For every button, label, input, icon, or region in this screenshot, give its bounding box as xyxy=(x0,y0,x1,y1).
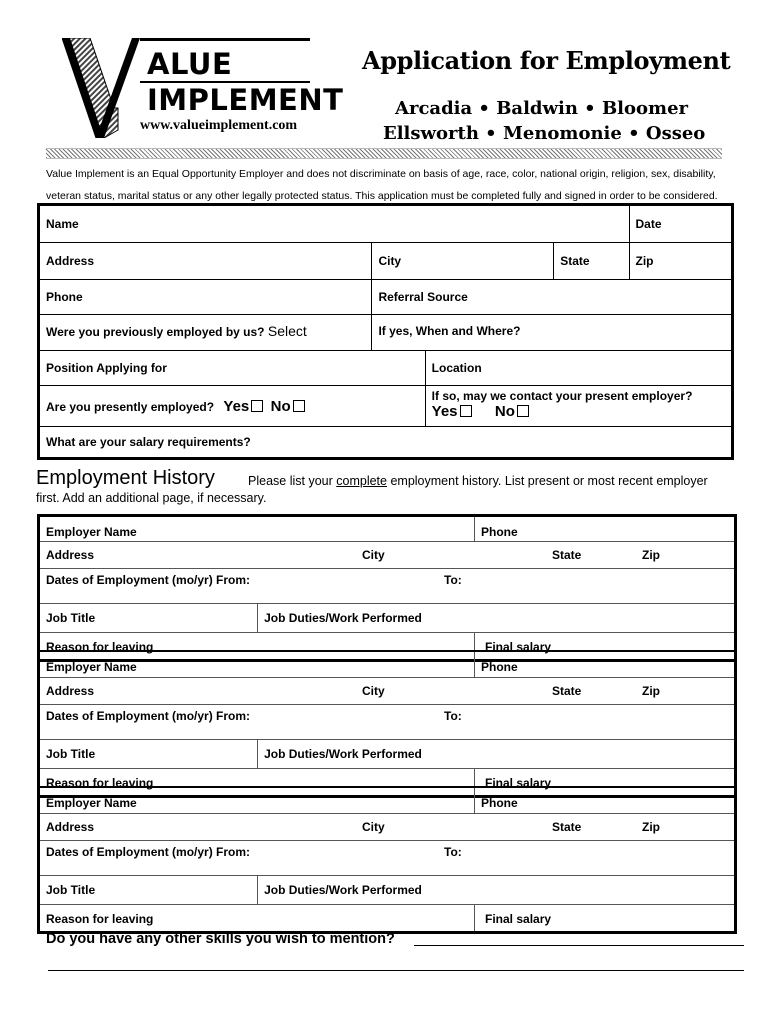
employer-phone-label: Phone xyxy=(481,525,518,539)
hatched-divider xyxy=(46,148,722,159)
job-title-label: Job Title xyxy=(46,746,96,761)
employer-block-2 xyxy=(37,650,737,798)
job-title-label: Job Title xyxy=(46,611,96,625)
presently-employed-label: Are you presently employed? xyxy=(46,400,215,414)
employment-dates-from-label: Dates of Employment (mo/yr) From: xyxy=(46,708,251,723)
reason-leaving-field[interactable] xyxy=(39,904,475,932)
city-field[interactable] xyxy=(372,243,554,280)
locations-line-1: Arcadia • Baldwin • Bloomer xyxy=(395,98,689,119)
referral-source-field[interactable] xyxy=(372,280,733,315)
job-title-field[interactable] xyxy=(39,604,258,633)
address-field[interactable] xyxy=(39,243,372,280)
salary-requirements-label: What are your salary requirements? xyxy=(46,435,251,449)
employer-name-label: Employer Name xyxy=(46,525,137,539)
logo-word-implement: IMPLEMENT xyxy=(147,83,344,117)
history-note-post: employment history. List present or most recent employer xyxy=(390,474,708,488)
employment-dates-from-label: Dates of Employment (mo/yr) From: xyxy=(46,844,251,859)
employment-dates-row[interactable] xyxy=(39,704,736,739)
employer-address-label: Address xyxy=(46,548,95,562)
employer-address-row[interactable] xyxy=(39,542,736,569)
zip-field[interactable] xyxy=(629,243,732,280)
phone-label: Phone xyxy=(46,290,83,304)
history-note-underlined: complete xyxy=(336,474,387,488)
presently-employed-yes-label: Yes xyxy=(223,398,250,415)
position-label: Position Applying for xyxy=(46,361,167,375)
locations-line-2: Ellsworth • Menomonie • Osseo xyxy=(383,123,706,144)
reason-leaving-label: Reason for leaving xyxy=(46,775,154,790)
city-label: City xyxy=(378,254,402,268)
employer-block-1 xyxy=(37,514,737,662)
personal-info-table xyxy=(37,203,734,460)
address-label: Address xyxy=(46,254,95,268)
job-title-field[interactable] xyxy=(39,875,258,904)
presently-employed-no-checkbox[interactable] xyxy=(293,400,305,412)
employer-name-field[interactable] xyxy=(39,651,475,677)
other-skills-line[interactable] xyxy=(414,945,744,946)
final-salary-field[interactable] xyxy=(475,904,736,932)
disclaimer-line-2: veteran status, marital status or any other legally protected status. This application must be completed fully and signed in order to be considered. xyxy=(46,190,718,202)
presently-employed-no-label: No xyxy=(270,398,291,415)
employer-phone-label: Phone xyxy=(481,796,518,810)
presently-employed-field xyxy=(39,386,426,427)
when-where-label: If yes, When and Where? xyxy=(378,324,521,338)
contact-yes-label: Yes xyxy=(431,403,458,420)
employment-dates-row[interactable] xyxy=(39,840,736,875)
phone-field[interactable] xyxy=(39,280,372,315)
job-title-field[interactable] xyxy=(39,739,258,768)
job-title-label: Job Title xyxy=(46,882,96,897)
employer-zip-label: Zip xyxy=(642,683,660,698)
logo-url: www.valueimplement.com xyxy=(140,118,298,133)
when-where-field[interactable] xyxy=(372,315,733,351)
reason-leaving-label: Reason for leaving xyxy=(46,911,154,926)
employment-history-title: Employment History xyxy=(36,467,215,489)
other-skills-question: Do you have any other skills you wish to mention? xyxy=(46,931,395,947)
job-duties-field[interactable] xyxy=(258,739,736,768)
state-label: State xyxy=(560,254,590,268)
final-salary-label: Final salary xyxy=(485,640,552,654)
date-field[interactable] xyxy=(629,205,732,243)
employer-phone-label: Phone xyxy=(481,660,518,674)
logo-word-alue: ALUE xyxy=(147,47,233,81)
disclaimer-line-1: Value Implement is an Equal Opportunity Employer and does not discriminate on basis of age, race, color, national origin, religion, sex, disability, xyxy=(46,168,716,180)
final-salary-label: Final salary xyxy=(485,911,552,926)
position-field[interactable] xyxy=(39,351,426,386)
employer-address-label: Address xyxy=(46,683,95,698)
job-duties-label: Job Duties/Work Performed xyxy=(264,746,422,761)
employer-phone-field[interactable] xyxy=(475,651,736,677)
contact-employer-field xyxy=(425,386,732,427)
job-duties-label: Job Duties/Work Performed xyxy=(264,611,422,625)
contact-yes-checkbox[interactable] xyxy=(460,405,472,417)
employer-address-row[interactable] xyxy=(39,677,736,704)
name-field[interactable] xyxy=(39,205,630,243)
employer-address-row[interactable] xyxy=(39,813,736,840)
employment-dates-to-label: To: xyxy=(444,573,462,587)
employment-history-note-line-2: first. Add an additional page, if necessary. xyxy=(36,491,267,505)
employment-dates-from-label: Dates of Employment (mo/yr) From: xyxy=(46,573,251,587)
employment-history-note xyxy=(248,474,708,488)
previously-employed-label: Were you previously employed by us? xyxy=(46,325,265,339)
job-duties-field[interactable] xyxy=(258,604,736,633)
zip-label: Zip xyxy=(635,254,654,268)
job-duties-field[interactable] xyxy=(258,875,736,904)
location-label: Location xyxy=(431,361,482,375)
history-note-pre: Please list your xyxy=(248,474,333,488)
employment-dates-to-label: To: xyxy=(444,708,462,723)
employment-dates-to-label: To: xyxy=(444,844,462,859)
page-title: Application for Employment xyxy=(362,46,731,75)
contact-no-checkbox[interactable] xyxy=(517,405,529,417)
state-field[interactable] xyxy=(554,243,629,280)
referral-source-label: Referral Source xyxy=(378,290,468,304)
salary-requirements-field[interactable] xyxy=(39,427,733,459)
logo-v-mark xyxy=(62,38,142,138)
presently-employed-yes-checkbox[interactable] xyxy=(251,400,263,412)
employer-zip-label: Zip xyxy=(642,548,660,562)
job-duties-label: Job Duties/Work Performed xyxy=(264,882,422,897)
employer-name-label: Employer Name xyxy=(46,796,137,810)
contact-no-label: No xyxy=(494,403,515,420)
employer-city-label: City xyxy=(362,548,385,562)
final-salary-label: Final salary xyxy=(485,775,552,790)
employer-zip-label: Zip xyxy=(642,819,660,834)
employer-name-field[interactable] xyxy=(39,787,475,813)
employer-city-label: City xyxy=(362,819,385,834)
logo-top-rule xyxy=(140,38,310,41)
employer-block-3 xyxy=(37,786,737,934)
employer-city-label: City xyxy=(362,683,385,698)
employer-state-label: State xyxy=(552,819,582,834)
date-label: Date xyxy=(635,217,662,231)
employer-phone-field[interactable] xyxy=(475,787,736,813)
employer-name-label: Employer Name xyxy=(46,660,137,674)
reason-leaving-label: Reason for leaving xyxy=(46,640,154,654)
employment-dates-row[interactable] xyxy=(39,569,736,604)
employer-name-field[interactable] xyxy=(39,516,475,542)
other-skills-line-2[interactable] xyxy=(48,970,744,971)
employer-address-label: Address xyxy=(46,819,95,834)
contact-employer-label: If so, may we contact your present employer? xyxy=(431,389,693,403)
previously-employed-field xyxy=(39,315,372,351)
employer-state-label: State xyxy=(552,548,582,562)
name-label: Name xyxy=(46,217,79,231)
employer-phone-field[interactable] xyxy=(475,516,736,542)
previously-employed-select[interactable]: Select xyxy=(267,323,307,339)
location-field[interactable] xyxy=(425,351,732,386)
employer-state-label: State xyxy=(552,683,582,698)
